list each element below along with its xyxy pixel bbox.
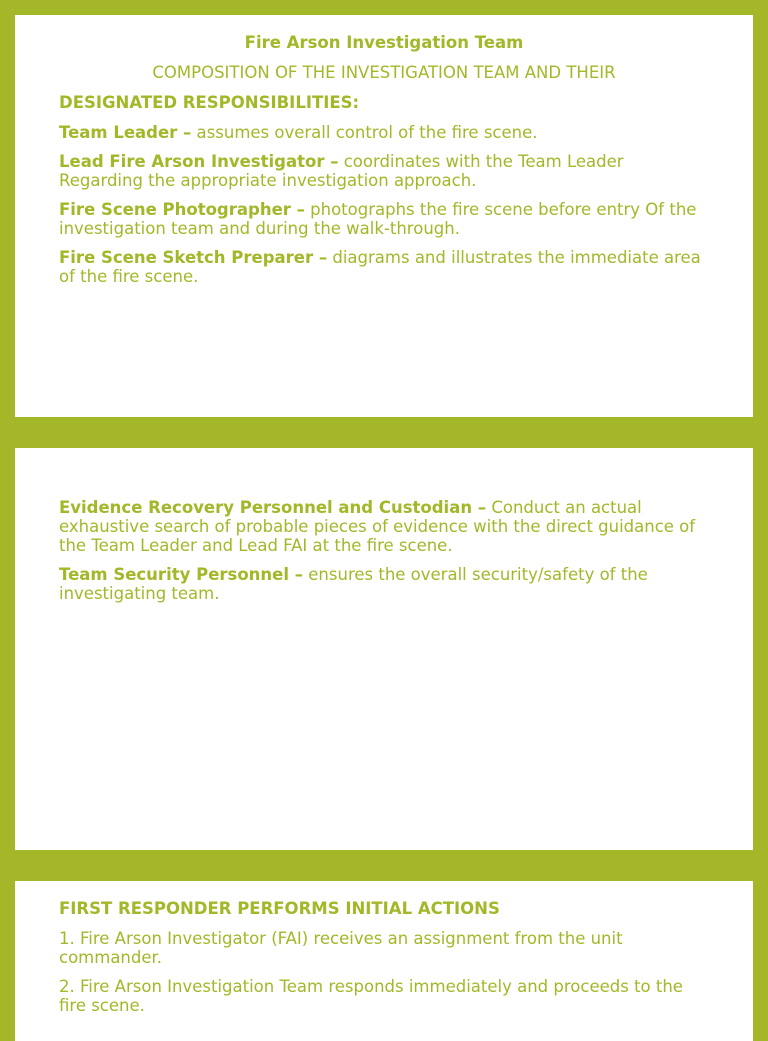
action-item: 1. Fire Arson Investigator (FAI) receives an assignment from the unit commander. <box>59 929 623 967</box>
section-heading: DESIGNATED RESPONSIBILITIES: <box>59 93 360 112</box>
role-term: Fire Scene Sketch Preparer – <box>59 248 328 267</box>
role-term: Team Leader – <box>59 123 192 142</box>
slide-2 <box>15 448 753 850</box>
subtitle: COMPOSITION OF THE INVESTIGATION TEAM AND THEIR <box>152 63 616 82</box>
responsibility-sketch-preparer <box>59 248 709 286</box>
role-description: ensures the overall security/safety of the investigating team. <box>59 565 648 603</box>
role-description: Conduct an actual exhaustive search of probable pieces of evidence with the direct guidance of the Team Leader and Lead FAI at the fire scene. <box>59 498 696 555</box>
action-item: 2. Fire Arson Investigation Team responds immediately and proceeds to the fire scene. <box>59 977 683 1015</box>
responsibility-photographer <box>59 200 709 238</box>
role-term: Team Security Personnel – <box>59 565 304 584</box>
responsibility-lead-investigator <box>59 152 709 190</box>
slide-3 <box>15 881 753 1041</box>
role-term: Evidence Recovery Personnel and Custodian – <box>59 498 487 517</box>
page-title: Fire Arson Investigation Team <box>244 33 524 52</box>
role-description: coordinates with the Team Leader Regarding the appropriate investigation approach. <box>59 152 624 190</box>
role-description: diagrams and illustrates the immediate area of the fire scene. <box>59 248 701 286</box>
responsibility-team-security <box>59 565 709 603</box>
section-heading: FIRST RESPONDER PERFORMS INITIAL ACTIONS <box>59 899 500 918</box>
role-term: Fire Scene Photographer – <box>59 200 305 219</box>
role-description: assumes overall control of the fire scene. <box>191 123 538 142</box>
role-description: photographs the fire scene before entry Of the investigation team and during the walk-through. <box>59 200 697 238</box>
role-term: Lead Fire Arson Investigator – <box>59 152 339 171</box>
responsibility-evidence-recovery <box>59 498 709 555</box>
responsibility-team-leader <box>59 123 709 142</box>
slide-1 <box>15 15 753 417</box>
